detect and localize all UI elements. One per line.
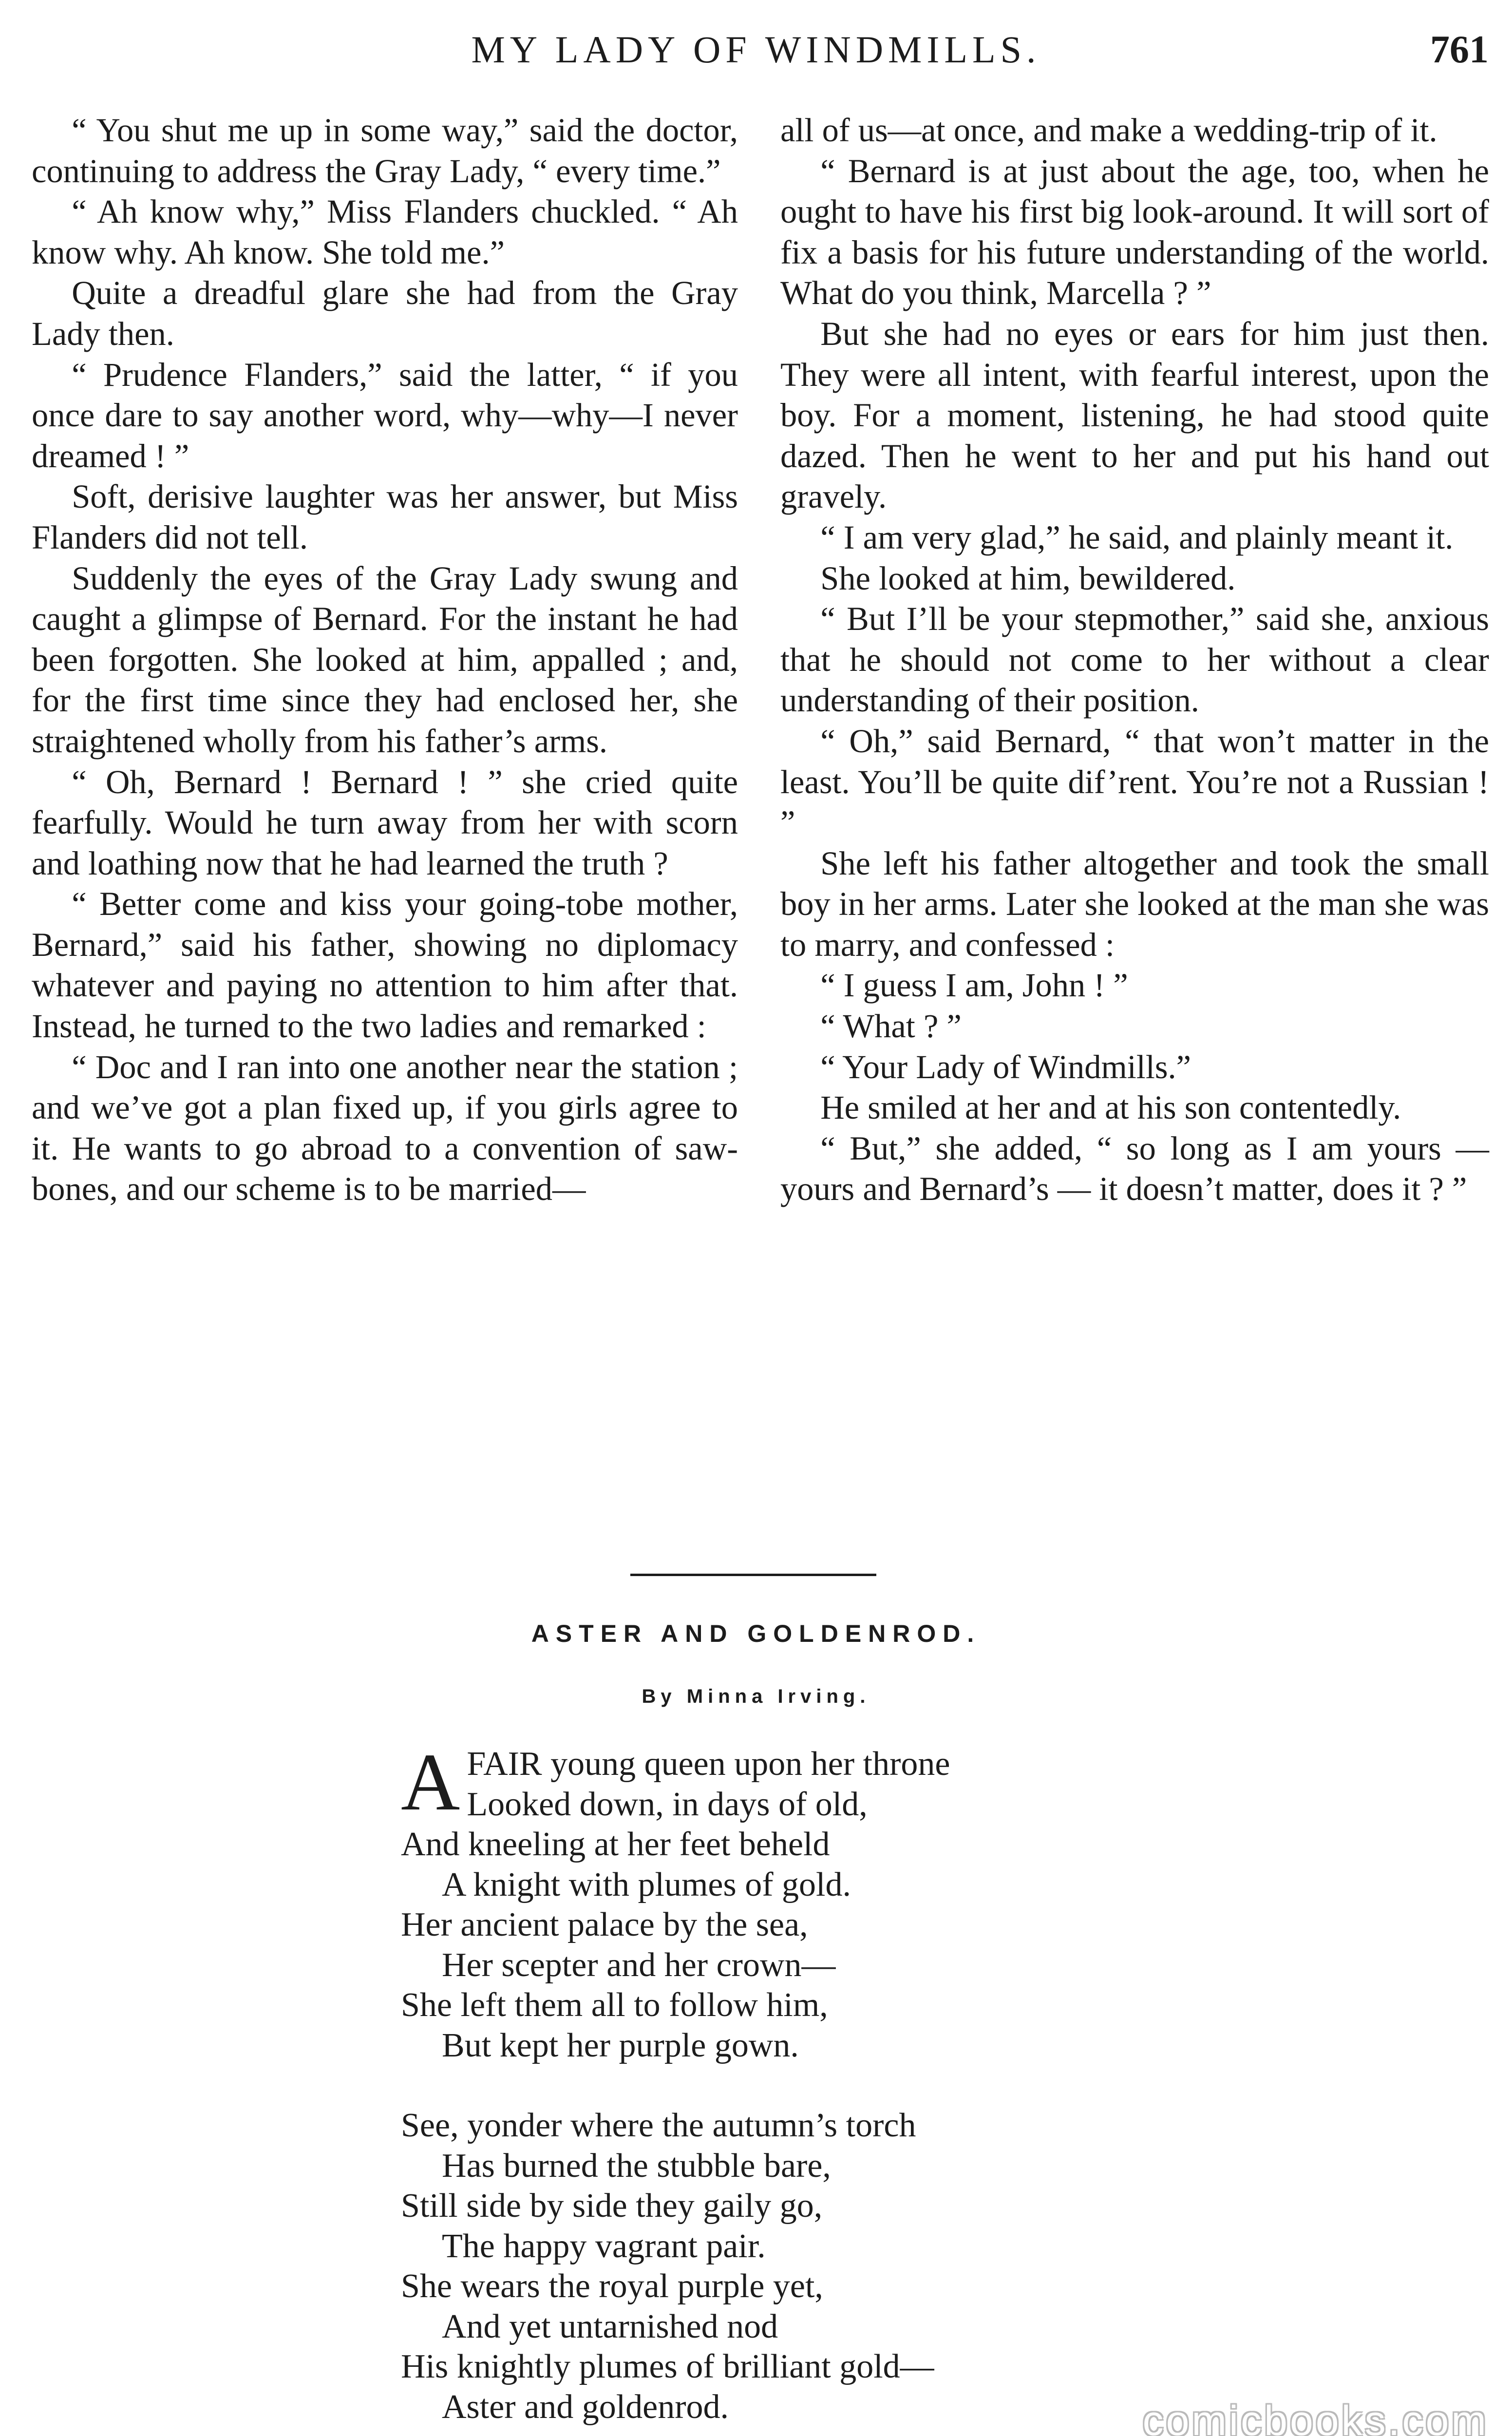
poem-stanza [401, 1737, 1132, 2066]
story-paragraph: “ Bernard is at just about the age, too, when he ought to have his first big look-around. It will sort of fix a basis for his future understanding of the world. What do you think, Marcella ? ” [780, 152, 1489, 312]
poem-line [401, 1785, 1132, 1825]
story-paragraph: “ Prudence Flanders,” said the latter, “ if you once dare to say another word, why—why—I never dreamed ! ” [32, 356, 738, 475]
story-paragraph: “ I am very glad,” he said, and plainly meant it. [820, 518, 1454, 556]
poem-line [401, 1905, 1132, 1945]
poem-line [401, 1865, 1132, 1905]
poem-body [401, 1737, 1132, 2436]
page-header [0, 21, 1512, 80]
poem-line-text: A knight with plumes of gold. [442, 1865, 851, 1903]
poem-line [401, 1945, 1132, 1986]
poem-line-text: Still side by side they gaily go, [401, 2187, 823, 2225]
story-paragraph: “ Oh,” said Bernard, “ that won’t matter in the least. You’ll be quite dif’rent. You’re not a Russian ! ” [780, 722, 1489, 841]
poem-line [401, 2186, 1132, 2227]
story-paragraph: “ But I’ll be your stepmother,” said she, anxious that he should not come to her without a clear understanding of their position. [780, 600, 1489, 719]
poem-stanza [401, 2106, 1132, 2427]
poem-line [401, 2227, 1132, 2267]
poem-line [401, 1825, 1132, 1865]
running-title: MY LADY OF WINDMILLS. [471, 28, 1041, 71]
poem-line-text: See, yonder where the autumn’s torch [401, 2107, 916, 2144]
poem-line-text: Her ancient palace by the sea, [401, 1906, 808, 1943]
poem-line [401, 2307, 1132, 2347]
poem-line-text: Has burned the stubble bare, [442, 2147, 831, 2185]
poem-line-text: Her scepter and her crown— [442, 1946, 836, 1984]
section-divider [630, 1574, 876, 1576]
poem-line-text: Looked down, in days of old, [467, 1785, 868, 1823]
poem-line-text: And kneeling at her feet beheld [401, 1826, 830, 1863]
story-paragraph: Soft, derisive laughter was her answer, but Miss Flanders did not tell. [32, 478, 738, 556]
story-column-left [32, 110, 738, 1210]
poem-line [401, 2387, 1132, 2428]
drop-cap: A [401, 1737, 460, 1827]
poem-line-text: But kept her purple gown. [442, 2026, 799, 2064]
poem-line-text: FAIR young queen upon her throne [467, 1745, 950, 1783]
story-paragraph: “ What ? ” [820, 1008, 962, 1045]
story-paragraph: “ Oh, Bernard ! Bernard ! ” she cried quite fearfully. Would he turn away from her with scorn and loathing now that he had learned the truth ? [32, 763, 738, 882]
page-number: 761 [1430, 28, 1489, 71]
poem-line [401, 2266, 1132, 2307]
poem-line [401, 2146, 1132, 2187]
story-paragraph: She left his father altogether and took the small boy in her arms. Later she looked at the man she was to marry, and confessed : [780, 844, 1489, 963]
story-paragraph: all of us—at once, and make a wedding-trip of it. [780, 112, 1437, 149]
story-paragraph: “ Doc and I ran into one another near the station ; and we’ve got a plan fixed up, if you girls agree to it. He wants to go abroad to a convention of sawbones, and our scheme is to be married— [32, 1048, 738, 1208]
story-paragraph: She looked at him, bewildered. [820, 559, 1236, 597]
story-paragraph: Suddenly the eyes of the Gray Lady swung and caught a glimpse of Bernard. For the instant he had been forgotten. She looked at him, appalled ; and, for the first time since they had enclosed her, she straightened wholly from his father’s arms. [32, 559, 738, 760]
poem-line-text: His knightly plumes of brilliant gold— [401, 2348, 934, 2385]
watermark: comicbooks.com [1142, 2398, 1489, 2436]
poem-line-text: And yet untarnished nod [442, 2307, 778, 2345]
poem-line [401, 2347, 1132, 2387]
story-paragraph: “ Your Lady of Windmills.” [820, 1048, 1191, 1085]
poem-line [401, 1985, 1132, 2026]
poem-line [401, 2026, 1132, 2066]
poem-line-text: The happy vagrant pair. [442, 2227, 766, 2265]
poem-line-text: She wears the royal purple yet, [401, 2267, 823, 2305]
story-paragraph: Quite a dreadful glare she had from the Gray Lady then. [32, 274, 738, 352]
story-paragraph: “ Better come and kiss your going-tobe mother, Bernard,” said his father, showing no diplomacy whatever and paying no attention to him after that. Instead, he turned to the two ladies and remarked : [32, 885, 738, 1045]
story-paragraph: “ But,” she added, “ so long as I am yours — yours and Bernard’s — it doesn’t matter, does it ? ” [780, 1129, 1489, 1208]
poem-line-text: She left them all to follow him, [401, 1986, 828, 2024]
poem-byline: By Minna Irving. [642, 1686, 870, 1707]
story-paragraph: He smiled at her and at his son contentedly. [820, 1089, 1401, 1126]
poem-title: ASTER AND GOLDENROD. [531, 1620, 981, 1647]
story-paragraph: “ You shut me up in some way,” said the doctor, continuing to address the Gray Lady, “ every time.” [32, 112, 738, 190]
story-column-right [780, 110, 1489, 1210]
story-paragraph: But she had no eyes or ears for him just then. They were all intent, with fearful interest, upon the boy. For a moment, listening, he had stood quite dazed. Then he went to her and put his hand out gravely. [780, 315, 1489, 515]
poem-line-text: Aster and goldenrod. [442, 2388, 729, 2426]
poem-line [401, 2106, 1132, 2146]
story-paragraph: “ Ah know why,” Miss Flanders chuckled. “ Ah know why. Ah know. She told me.” [32, 193, 738, 271]
story-paragraph: “ I guess I am, John ! ” [820, 967, 1128, 1004]
